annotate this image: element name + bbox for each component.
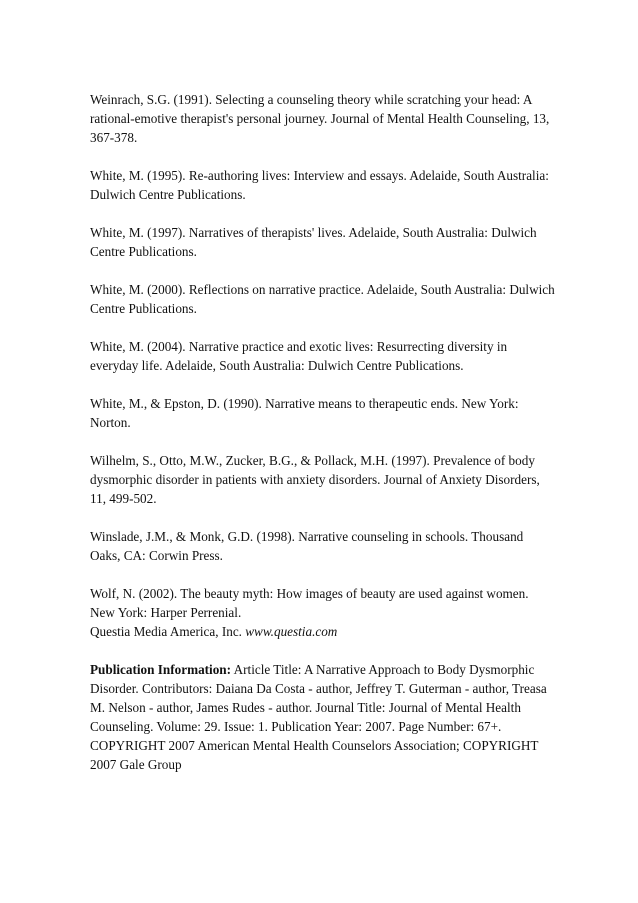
- publication-information: [90, 660, 560, 774]
- publication-line: [90, 660, 560, 679]
- reference-line: Norton.: [90, 415, 131, 430]
- reference-line: 367-378.: [90, 130, 138, 145]
- reference-entry-white-1997: [90, 223, 560, 261]
- reference-line: 11, 499-502.: [90, 491, 157, 506]
- reference-entry-winslade: [90, 527, 560, 565]
- reference-entry-white-2000: [90, 280, 560, 318]
- reference-line: White, M., & Epston, D. (1990). Narrative means to therapeutic ends. New York:: [90, 396, 519, 411]
- reference-entry-wilhelm: [90, 451, 560, 508]
- publication-line: Disorder. Contributors: Daiana Da Costa - author, Jeffrey T. Guterman - author, Treasa: [90, 681, 547, 696]
- reference-line: Centre Publications.: [90, 301, 197, 316]
- reference-line: Winslade, J.M., & Monk, G.D. (1998). Narrative counseling in schools. Thousand: [90, 529, 524, 544]
- reference-line: White, M. (2000). Reflections on narrative practice. Adelaide, South Australia: Dulwich: [90, 282, 555, 297]
- publication-line: M. Nelson - author, James Rudes - author. Journal Title: Journal of Mental Health: [90, 700, 521, 715]
- reference-entry-white-2004: [90, 337, 560, 375]
- reference-line: White, M. (2004). Narrative practice and exotic lives: Resurrecting diversity in: [90, 339, 508, 354]
- reference-line: White, M. (1997). Narratives of therapists' lives. Adelaide, South Australia: Dulwich: [90, 225, 537, 240]
- publication-label: Publication Information:: [90, 662, 232, 677]
- reference-entry-weinrach: [90, 90, 560, 147]
- publication-line: COPYRIGHT 2007 American Mental Health Counselors Association; COPYRIGHT: [90, 738, 539, 753]
- reference-entry-white-epston: [90, 394, 560, 432]
- publication-line: Counseling. Volume: 29. Issue: 1. Publication Year: 2007. Page Number: 67+.: [90, 719, 502, 734]
- reference-line: New York: Harper Perrenial.: [90, 605, 242, 620]
- reference-line: Weinrach, S.G. (1991). Selecting a counseling theory while scratching your head: A: [90, 92, 533, 107]
- reference-line: Dulwich Centre Publications.: [90, 187, 246, 202]
- reference-line: White, M. (1995). Re-authoring lives: Interview and essays. Adelaide, South Australia:: [90, 168, 549, 183]
- reference-entry-wolf: [90, 584, 560, 641]
- reference-line: Oaks, CA: Corwin Press.: [90, 548, 223, 563]
- publication-line: 2007 Gale Group: [90, 757, 182, 772]
- questia-publisher: Questia Media America, Inc.: [90, 624, 246, 639]
- reference-line: Centre Publications.: [90, 244, 197, 259]
- reference-line: Wilhelm, S., Otto, M.W., Zucker, B.G., & Pollack, M.H. (1997). Prevalence of body: [90, 453, 535, 468]
- document-page: [90, 90, 560, 793]
- reference-line: everyday life. Adelaide, South Australia: Dulwich Centre Publications.: [90, 358, 464, 373]
- reference-line: Wolf, N. (2002). The beauty myth: How images of beauty are used against women.: [90, 586, 529, 601]
- reference-line: rational-emotive therapist's personal journey. Journal of Mental Health Counseling, 13,: [90, 111, 550, 126]
- reference-entry-white-1995: [90, 166, 560, 204]
- reference-line: dysmorphic disorder in patients with anxiety disorders. Journal of Anxiety Disorders,: [90, 472, 540, 487]
- publication-text: Article Title: A Narrative Approach to Body Dysmorphic: [231, 662, 535, 677]
- questia-line: [90, 622, 560, 641]
- questia-link[interactable]: www.questia.com: [245, 624, 338, 639]
